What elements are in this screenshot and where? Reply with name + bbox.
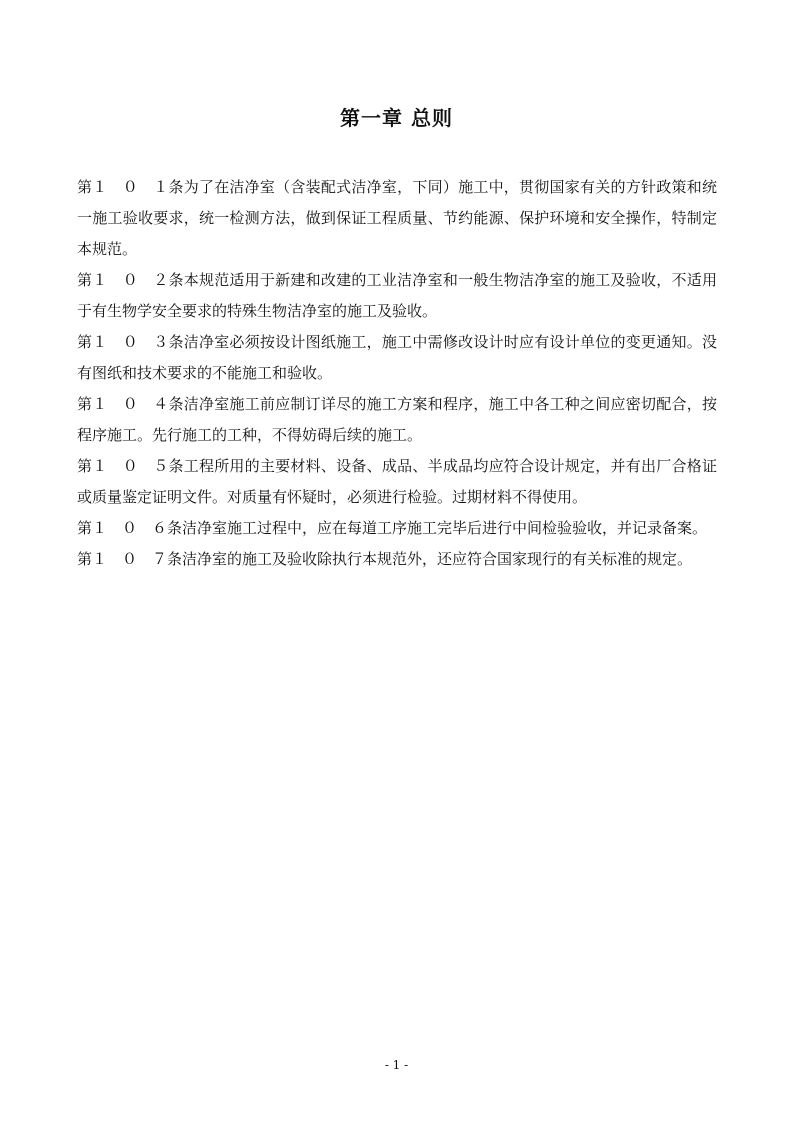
- article-text: 洁净室必须按设计图纸施工，施工中需修改设计时应有设计单位的变更通知。没有图纸和技术要求的不能施工和验收。: [77, 333, 717, 382]
- article-1-0-6: [77, 513, 717, 544]
- article-text: 洁净室施工过程中，应在每道工序施工完毕后进行中间检验验收，并记录备案。: [182, 519, 708, 537]
- article-label: 第１ ０ ７条: [77, 550, 183, 568]
- article-text: 工程所用的主要材料、设备、成品、半成品均应符合设计规定，并有出厂合格证或质量鉴定证明文件。对质量有怀疑时，必须进行检验。过期材料不得使用。: [77, 457, 717, 506]
- article-label: 第１ ０ ３条: [77, 333, 184, 351]
- article-label: 第１ ０ ６条: [77, 519, 183, 537]
- article-label: 第１ ０ １条: [77, 178, 184, 196]
- chapter-title: 第一章 总则: [340, 106, 453, 130]
- article-label: 第１ ０ ２条: [77, 271, 184, 289]
- article-text: 洁净室的施工及验收除执行本规范外，还应符合国家现行的有关标准的规定。: [182, 550, 693, 568]
- article-text: 洁净室施工前应制订详尽的施工方案和程序，施工中各工种之间应密切配合，按程序施工。先行施工的工种，不得妨碍后续的施工。: [77, 395, 717, 444]
- article-label: 第１ ０ ５条: [77, 457, 184, 475]
- article-text: 本规范适用于新建和改建的工业洁净室和一般生物洁净室的施工及验收，不适用于有生物学安全要求的特殊生物洁净室的施工及验收。: [77, 271, 717, 320]
- article-1-0-3: [77, 327, 717, 389]
- article-1-0-5: [77, 451, 717, 513]
- article-label: 第１ ０ ４条: [77, 395, 184, 413]
- page-number: - 1 -: [384, 1058, 409, 1072]
- document-body: [77, 172, 717, 575]
- article-1-0-7: [77, 544, 717, 575]
- article-1-0-1: [77, 172, 717, 265]
- article-1-0-4: [77, 389, 717, 451]
- article-text: 为了在洁净室（含装配式洁净室，下同）施工中，贯彻国家有关的方针政策和统一施工验收要求，统一检测方法，做到保证工程质量、节约能源、保护环境和安全操作，特制定本规范。: [77, 178, 717, 258]
- article-1-0-2: [77, 265, 717, 327]
